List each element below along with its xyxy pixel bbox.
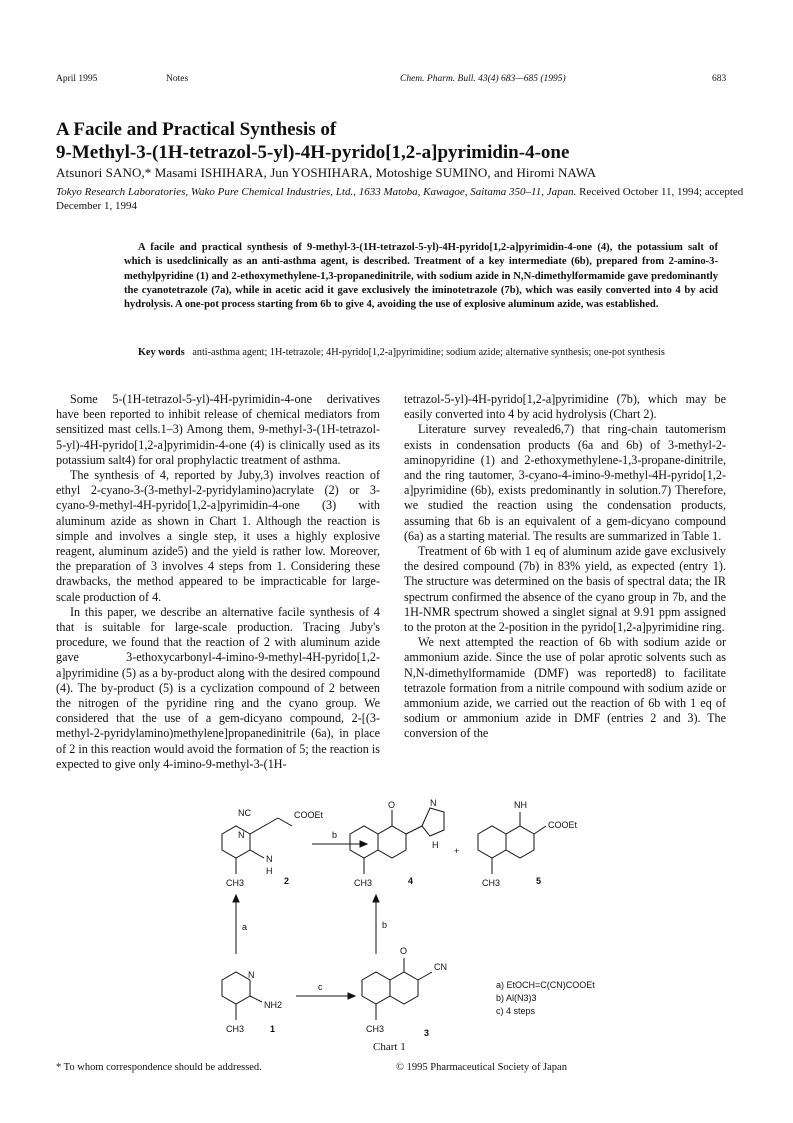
compound-4-structure xyxy=(350,808,444,874)
arrow-b-label: b xyxy=(382,920,388,930)
header-journal: Chem. Pharm. Bull. 43(4) 683—685 (1995) xyxy=(400,74,566,84)
title-line-1: A Facile and Practical Synthesis of xyxy=(56,119,337,140)
ch3-label: CH3 xyxy=(482,878,501,888)
correspondence-footnote: * To whom correspondence should be addressed. xyxy=(56,1062,262,1073)
keywords xyxy=(124,346,718,359)
ch3-label: CH3 xyxy=(354,878,373,888)
ch3-label: CH3 xyxy=(366,1024,385,1034)
keywords-label: Key words xyxy=(138,347,185,358)
affiliation: Tokyo Research Laboratories, Wako Pure Chemical Industries, Ltd., 1633 Matoba, Kawagoe, Saitama 350–11, Japan. xyxy=(56,186,577,198)
n-label: N xyxy=(248,970,255,980)
affiliation-block xyxy=(56,185,746,213)
n-label: N xyxy=(238,830,245,840)
cn-label: CN xyxy=(434,962,447,972)
compound-2-structure xyxy=(222,818,292,874)
paragraph: Literature survey revealed6,7) that ring-chain tautomerism exists in condensation products (6a and 6b) of 3-methyl-2-aminopyridine (1) and 2-ethoxymethylene-1,3-propane-dinitrile, and the ring tautomer, 3-cyano-4-imino-9-methyl-4H-pyrido[1,2-a]pyrimidine (6b), exists predominantly in solution.7) Therefore, we studied the reaction using the condensation products, assuming that 6b is an equivalent of a gem-dicyano compound (6a) as a starting material. The results are summarized in Table 1. xyxy=(404,422,726,543)
compound-4-number: 4 xyxy=(408,876,414,886)
compound-3-number: 3 xyxy=(424,1028,430,1038)
arrow-a-label: a xyxy=(242,922,248,932)
keywords-text: anti-asthma agent; 1H-tetrazole; 4H-pyrido[1,2-a]pyrimidine; sodium azide; alternative synthesis; one-pot synthesis xyxy=(192,347,665,358)
abstract: A facile and practical synthesis of 9-methyl-3-(1H-tetrazol-5-yl)-4H-pyrido[1,2-a]pyrimidin-4-one (4), the potassium salt of which is usedclinically as an anti-asthma agent, is described. Treatment of a key intermediate (6b), prepared from 2-amino-3-methylpyridine (1) and 2-ethoxymethylene-1,3-propanedinitrile, with sodium azide in N,N-dimethylformamide gave predominantly the cyanotetrazole (7a), while in acetic acid it gave exclusively the iminotetrazole (7b), which was easily converted into 4 by acid hydrolysis. A one-pot process starting from 6b to give 4, avoiding the use of explosive aluminum azide, was established. xyxy=(124,242,718,311)
compound-3-structure xyxy=(362,958,432,1020)
compound-5-structure xyxy=(478,812,546,874)
o-label: O xyxy=(400,946,408,956)
compound-1-structure xyxy=(222,972,262,1020)
header-section: Notes xyxy=(166,74,189,84)
received-dates: Received October 11, 1994; accepted December 1, 1994 xyxy=(56,186,744,212)
paragraph: Some 5-(1H-tetrazol-5-yl)-4H-pyrimidin-4-one derivatives have been reported to inhibit release of chemical mediators from sensitized mast cells.1–3) Among them, 9-methyl-3-(1H-tetrazol-5-yl)-4H-pyrido[1,2-a]pyrimidin-4-one (4) is clinically used as its potassium salt4) for oral prophylactic treatment of asthma. xyxy=(56,392,380,467)
legend-c: c) 4 steps xyxy=(496,1006,536,1016)
arrowhead xyxy=(233,895,239,902)
article-title xyxy=(56,118,746,164)
arrowhead xyxy=(360,841,367,847)
right-column xyxy=(404,392,726,742)
cooet-label: COOEt xyxy=(548,820,578,830)
ch3-label: CH3 xyxy=(226,878,245,888)
tetrazole-h-label: H xyxy=(432,840,439,850)
paragraph: In this paper, we describe an alternative facile synthesis of 4 that is suitable for large-scale production. Tracing Juby's procedure, we found that the reaction of 2 with aluminum azide gave 3-ethoxycarbonyl-4-imino-9-methyl-4H-pyrido[1,2-a]pyrimidine (5) as a by-product along with the desired compound (4). The by-product (5) is a cyclization compound of 2 between the nitrogen of the pyridine ring and the cyano group. We considered that the use of a gem-dicyano compound, 2-[(3-methyl-2-pyridylamino)methylene]propanedinitrile (6a), in place of 2 in this reaction would avoid the formation of 5; the reaction is expected to give only 4-imino-9-methyl-3-(1H- xyxy=(56,604,380,771)
paragraph: Treatment of 6b with 1 eq of aluminum azide gave exclusively the desired compound (7b) in 83% yield, as expected (entry 1). The structure was determined on the basis of spectral data; the IR spectrum confirmed the absence of the cyano group in 7b, and the 1H-NMR spectrum showed a singlet signal at 9.91 ppm assigned to the proton at the 2-position in the pyrido[1,2-a]pyrimidine ring. xyxy=(404,544,726,635)
compound-1-number: 1 xyxy=(270,1024,276,1034)
plus-sign: + xyxy=(454,846,460,856)
h-label: H xyxy=(266,866,273,876)
title-line-2: 9-Methyl-3-(1H-tetrazol-5-yl)-4H-pyrido[1,2-a]pyrimidin-4-one xyxy=(56,142,570,163)
header-date: April 1995 xyxy=(56,74,98,84)
chart-caption: Chart 1 xyxy=(373,1041,406,1053)
o-label: O xyxy=(388,800,396,810)
arrow-b-label: b xyxy=(332,830,338,840)
ch3-label: CH3 xyxy=(226,1024,245,1034)
nh2-label: NH2 xyxy=(264,1000,283,1010)
n-label: N xyxy=(266,854,273,864)
header-page-number: 683 xyxy=(712,74,727,84)
arrowhead xyxy=(348,993,355,999)
author-list: Atsunori SANO,* Masami ISHIHARA, Jun YOSHIHARA, Motoshige SUMINO, and Hiromi NAWA xyxy=(56,165,597,180)
nc-label: NC xyxy=(238,808,251,818)
nh-label: NH xyxy=(514,800,527,810)
legend-b: b) Al(N3)3 xyxy=(496,993,537,1003)
legend-a: a) EtOCH=C(CN)COOEt xyxy=(496,980,595,990)
left-column xyxy=(56,392,380,772)
copyright-notice: © 1995 Pharmaceutical Society of Japan xyxy=(396,1062,567,1073)
cooet-label: COOEt xyxy=(294,810,324,820)
tetrazole-n-label: N xyxy=(430,798,437,808)
arrow-c-label: c xyxy=(318,982,323,992)
paragraph: The synthesis of 4, reported by Juby,3) involves reaction of ethyl 2-cyano-3-(3-methyl-2-pyridylamino)acrylate (2) or 3-cyano-9-methyl-4H-pyrido[1,2-a]pyrimidin-4-one (3) with aluminum azide as shown in Chart 1. Although the reaction is simple and involves a single step, it uses a highly explosive reagent, aluminum azide5) and the yield is rather low. Moreover, the preparation of 3 involves 4 steps from 1. Considering these drawbacks, the method appeared to be impracticable for large-scale production of 4. xyxy=(56,468,380,604)
arrowhead xyxy=(373,895,379,902)
paragraph: tetrazol-5-yl)-4H-pyrido[1,2-a]pyrimidine (7b), which may be easily converted into 4 by acid hydrolysis (Chart 2). xyxy=(404,392,726,422)
reaction-scheme-chart-1 xyxy=(200,798,640,1044)
compound-5-number: 5 xyxy=(536,876,542,886)
paragraph: We next attempted the reaction of 6b with sodium azide or ammonium azide. Since the use of polar aprotic solvents such as N,N-dimethylformamide (DMF) was reported8) to facilitate tetrazole formation from a nitrile compound with sodium azide or ammonium azide, we carried out the reaction of 6b with 1 eq of sodium or ammonium azide in DMF (entries 2 and 3). The conversion of the xyxy=(404,635,726,741)
compound-2-number: 2 xyxy=(284,876,290,886)
